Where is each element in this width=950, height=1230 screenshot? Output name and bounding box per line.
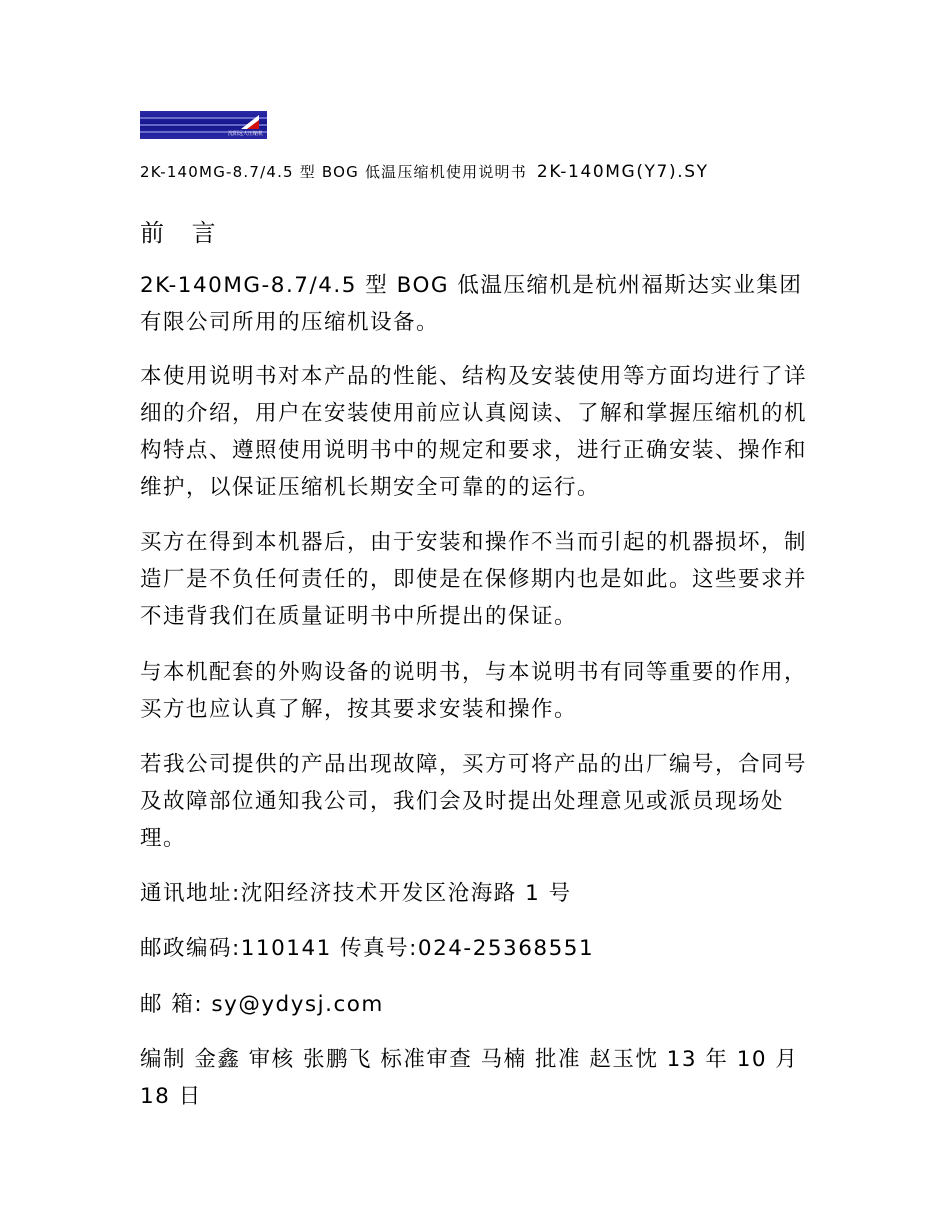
paragraph-manual-purpose: 本使用说明书对本产品的性能、结构及安装使用等方面均进行了详细的介绍，用户在安装使用前应认真阅读、了解和掌握压缩机的机构特点、遵照使用说明书中的规定和要求，进行正确安装、操作和维护，以保证压缩机长期安全可靠的的运行。 (140, 364, 808, 500)
paragraph-intro: 2K-140MG-8.7/4.5 型 BOG 低温压缩机是杭州福斯达实业集团有限公司所用的压缩机设备。 (140, 273, 803, 335)
document-title: 2K-140MG-8.7/4.5 型 BOG 低温压缩机使用说明书 (140, 163, 527, 181)
company-logo (140, 111, 267, 139)
paragraph-liability: 买方在得到本机器后，由于安装和操作不当而引起的机器损坏，制造厂是不负任何责任的，即使是在保修期内也是如此。这些要求并不违背我们在质量证明书中所提出的保证。 (140, 530, 808, 629)
document-signoff: 编制 金鑫 审核 张鹏飞 标准审查 马楠 批准 赵玉忱 13 年 10 月 18 日 (140, 1047, 799, 1109)
contact-postal-fax: 邮政编码:110141 传真号:024-25368551 (140, 936, 595, 961)
logo-brand-text: 沈阳远大压缩机 (227, 131, 263, 137)
paragraph-fault-reporting: 若我公司提供的产品出现故障，买方可将产品的出厂编号，合同号及故障部位通知我公司，我们会及时提出处理意见或派员现场处理。 (140, 752, 808, 851)
contact-address: 通讯地址:沈阳经济技术开发区沧海路 1 号 (140, 881, 572, 906)
paragraph-purchased-equipment: 与本机配套的外购设备的说明书，与本说明书有同等重要的作用，买方也应认真了解，按其要求安装和操作。 (140, 660, 808, 722)
logo-mark-icon (239, 114, 261, 130)
document-header (140, 161, 709, 182)
contact-email: 邮 箱: sy@ydysj.com (140, 992, 384, 1017)
section-heading: 前 言 (140, 219, 226, 247)
document-code: 2K-140MG(Y7).SY (536, 162, 709, 182)
